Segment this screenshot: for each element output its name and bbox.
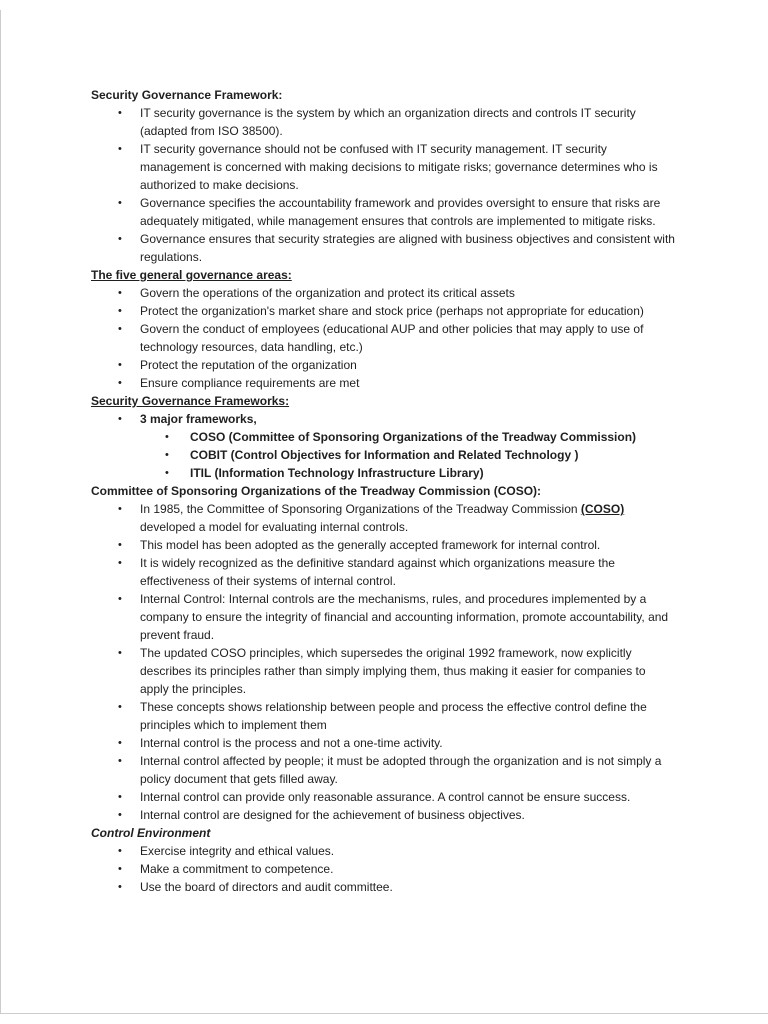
heading-text bbox=[91, 484, 541, 498]
heading-text bbox=[91, 394, 289, 408]
bullet-text bbox=[140, 556, 615, 588]
bullet-text bbox=[140, 754, 661, 786]
bullet-item bbox=[91, 428, 676, 446]
text-run: Security Governance Framework: bbox=[91, 88, 283, 102]
text-run: Ensure compliance requirements are met bbox=[140, 376, 360, 390]
bullet-item bbox=[91, 554, 676, 590]
text-run: The five general governance areas: bbox=[91, 268, 292, 282]
bullet-text bbox=[140, 592, 668, 642]
bullet-item bbox=[91, 356, 676, 374]
bullet-item bbox=[91, 860, 676, 878]
bullet-text bbox=[140, 880, 393, 894]
bullet-icon: • bbox=[118, 593, 122, 605]
bullet-icon: • bbox=[118, 323, 122, 335]
text-run: Exercise integrity and ethical values. bbox=[140, 844, 335, 858]
bullet-icon: • bbox=[118, 197, 122, 209]
bullet-item bbox=[91, 464, 676, 482]
bullet-item bbox=[91, 230, 676, 266]
section-heading bbox=[91, 824, 676, 842]
text-run: This model has been adopted as the generally accepted framework for internal control. bbox=[140, 538, 601, 552]
bullet-item bbox=[91, 446, 676, 464]
text-run: Governance ensures that security strategies are aligned with business objectives and consistent with regulations. bbox=[140, 232, 675, 264]
section-heading bbox=[91, 392, 676, 410]
heading-text bbox=[91, 268, 292, 282]
bullet-item bbox=[91, 734, 676, 752]
text-run: IT security governance is the system by which an organization directs and controls IT security (adapted from ISO 38500). bbox=[140, 106, 636, 138]
bullet-text bbox=[140, 412, 257, 426]
bullet-item bbox=[91, 284, 676, 302]
bullet-icon: • bbox=[118, 305, 122, 317]
bullet-item bbox=[91, 590, 676, 644]
bullet-text bbox=[140, 304, 644, 318]
bullet-text bbox=[140, 376, 359, 390]
text-run: Protect the reputation of the organization bbox=[140, 358, 357, 372]
text-run: ITIL (Information Technology Infrastructure Library) bbox=[190, 466, 484, 480]
section-heading bbox=[91, 482, 676, 500]
text-run: The updated COSO principles, which supersedes the original 1992 framework, now explicitly describes its principles rather than simply implying them, thus making it easier for companies to apply the principles. bbox=[140, 646, 646, 696]
bullet-text bbox=[190, 430, 636, 444]
bullet-item bbox=[91, 302, 676, 320]
bullet-text bbox=[140, 646, 646, 696]
bullet-text bbox=[140, 502, 624, 534]
bullet-icon: • bbox=[118, 791, 122, 803]
text-run: Security Governance Frameworks: bbox=[91, 394, 290, 408]
text-run: Govern the operations of the organization and protect its critical assets bbox=[140, 286, 515, 300]
bullet-text bbox=[140, 700, 647, 732]
text-run: In 1985, the Committee of Sponsoring Organizations of the Treadway Commission bbox=[140, 502, 581, 516]
bullet-icon: • bbox=[118, 143, 122, 155]
bullet-item bbox=[91, 194, 676, 230]
bullet-item bbox=[91, 536, 676, 554]
text-run: COSO (Committee of Sponsoring Organizations of the Treadway Commission) bbox=[190, 430, 637, 444]
text-run: Protect the organization's market share and stock price (perhaps not appropriate for education) bbox=[140, 304, 644, 318]
text-run: IT security governance should not be confused with IT security management. IT security management is concerned with making decisions to mitigate risks; governance determines who is authorized to make decisions. bbox=[140, 142, 658, 192]
bullet-text bbox=[140, 142, 658, 192]
bullet-item bbox=[91, 878, 676, 896]
bullet-item bbox=[91, 140, 676, 194]
page-edge-bottom bbox=[0, 1013, 768, 1014]
bullet-item bbox=[91, 806, 676, 824]
bullet-item bbox=[91, 842, 676, 860]
text-run: Use the board of directors and audit committee. bbox=[140, 880, 393, 894]
text-run: It is widely recognized as the definitive standard against which organizations measure the effectiveness of their systems of internal control. bbox=[140, 556, 615, 588]
bullet-item bbox=[91, 374, 676, 392]
bullet-icon: • bbox=[118, 809, 122, 821]
bullet-icon: • bbox=[118, 737, 122, 749]
bullet-icon: • bbox=[118, 701, 122, 713]
bullet-icon: • bbox=[118, 413, 122, 425]
bullet-icon: • bbox=[118, 287, 122, 299]
bullet-text bbox=[140, 196, 660, 228]
bullet-icon: • bbox=[165, 431, 169, 443]
text-run: Committee of Sponsoring Organizations of the Treadway Commission (COSO): bbox=[91, 484, 542, 498]
text-run: Internal control can provide only reasonable assurance. A control cannot be ensure success. bbox=[140, 790, 631, 804]
text-run: developed a model for evaluating internal controls. bbox=[140, 520, 409, 534]
bullet-text bbox=[140, 232, 675, 264]
text-run: Control Environment bbox=[91, 826, 211, 840]
heading-text bbox=[91, 88, 282, 102]
bullet-item bbox=[91, 644, 676, 698]
section-heading bbox=[91, 86, 676, 104]
bullet-icon: • bbox=[165, 467, 169, 479]
bullet-item bbox=[91, 410, 676, 428]
bullet-icon: • bbox=[118, 863, 122, 875]
text-run: Internal control are designed for the achievement of business objectives. bbox=[140, 808, 525, 822]
bullet-item bbox=[91, 104, 676, 140]
bullet-text bbox=[140, 286, 515, 300]
bullet-text bbox=[190, 466, 484, 480]
text-run: These concepts shows relationship between people and process the effective control define the principles which to implement them bbox=[140, 700, 647, 732]
bullet-text bbox=[140, 106, 636, 138]
heading-text bbox=[91, 826, 210, 840]
bullet-text bbox=[140, 736, 443, 750]
bullet-icon: • bbox=[118, 647, 122, 659]
bullet-item bbox=[91, 788, 676, 806]
bullet-icon: • bbox=[118, 107, 122, 119]
text-run: Internal Control: Internal controls are the mechanisms, rules, and procedures implemented by a company to ensure the integrity of financial and accounting information, promote accountability, and prevent fraud. bbox=[140, 592, 669, 642]
document-content bbox=[91, 86, 676, 896]
bullet-item bbox=[91, 320, 676, 356]
bullet-text bbox=[140, 322, 643, 354]
bullet-text bbox=[140, 808, 525, 822]
bullet-text bbox=[140, 538, 600, 552]
bullet-text bbox=[140, 862, 333, 876]
bullet-icon: • bbox=[118, 755, 122, 767]
text-run: COBIT (Control Objectives for Information and Related Technology ) bbox=[190, 448, 579, 462]
bullet-icon: • bbox=[118, 377, 122, 389]
text-run: Internal control affected by people; it must be adopted through the organization and is not simply a policy document that gets filled away. bbox=[140, 754, 662, 786]
bullet-text bbox=[140, 358, 357, 372]
bullet-icon: • bbox=[118, 881, 122, 893]
page-edge-left bbox=[0, 10, 1, 1014]
bullet-icon: • bbox=[118, 359, 122, 371]
bullet-icon: • bbox=[118, 503, 122, 515]
text-run: Governance specifies the accountability framework and provides oversight to ensure that risks are adequately mitigated, while management ensures that controls are implemented to mitigate risks. bbox=[140, 196, 661, 228]
bullet-text bbox=[190, 448, 578, 462]
text-run: Make a commitment to competence. bbox=[140, 862, 334, 876]
text-run: (COSO) bbox=[580, 502, 625, 516]
bullet-icon: • bbox=[118, 557, 122, 569]
bullet-item bbox=[91, 752, 676, 788]
bullet-text bbox=[140, 844, 334, 858]
section-heading bbox=[91, 266, 676, 284]
bullet-icon: • bbox=[118, 845, 122, 857]
bullet-icon: • bbox=[118, 539, 122, 551]
bullet-item bbox=[91, 500, 676, 536]
text-run: Internal control is the process and not a one-time activity. bbox=[140, 736, 443, 750]
bullet-text bbox=[140, 790, 630, 804]
text-run: Govern the conduct of employees (educational AUP and other policies that may apply to use of technology resources, data handling, etc.) bbox=[140, 322, 644, 354]
bullet-item bbox=[91, 698, 676, 734]
bullet-icon: • bbox=[165, 449, 169, 461]
text-run: 3 major frameworks, bbox=[140, 412, 257, 426]
bullet-icon: • bbox=[118, 233, 122, 245]
